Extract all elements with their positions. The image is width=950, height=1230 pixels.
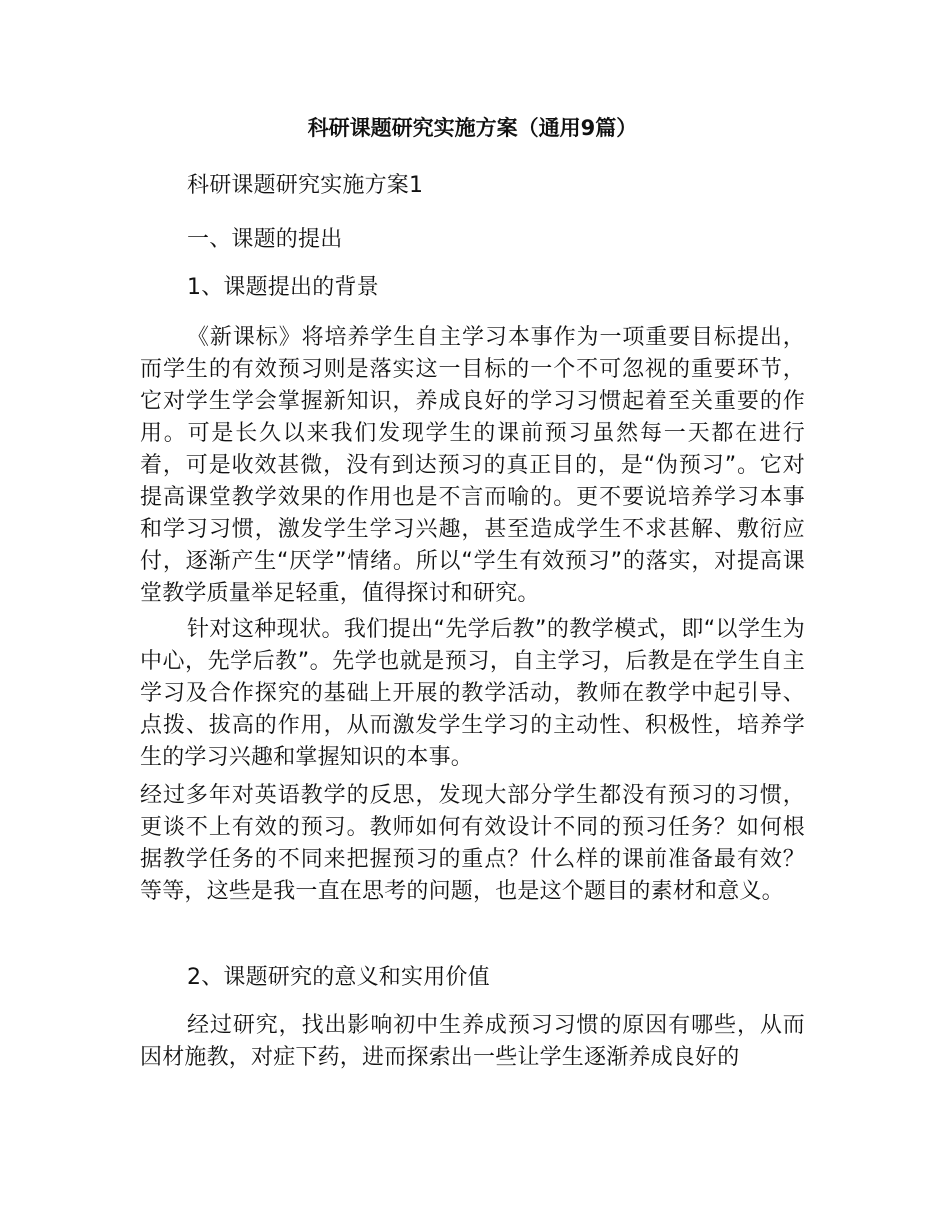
paragraph-current-situation: 针对这种现状。我们提出“先学后教”的教学模式，即“以学生为中心，先学后教”。先学也就是预习，自主学习，后教是在学生自主学习及合作探究的基础上开展的教学活动，教师在教学中起引导、点拨、拔高的作用，从而激发学生学习的主动性、积极性，培养学生的学习兴趣和掌握知识的本事。: [140, 617, 805, 770]
document-title: 科研课题研究实施方案（通用9篇）: [307, 116, 638, 140]
paragraph-background: 《新课标》将培养学生自主学习本事作为一项重要目标提出，而学生的有效预习则是落实这一目标的一个不可忽视的重要环节，它对学生学会掌握新知识，养成良好的学习习惯起着至关重要的作用。可是长久以来我们发现学生的课前预习虽然每一天都在进行着，可是收效甚微，没有到达预习的真正目的，是“伪预习”。它对提高课堂教学效果的作用也是不言而喻的。更不要说培养学习本事和学习习惯，激发学生学习兴趣，甚至造成学生不求甚解、敷衍应付，逐渐产生“厌学”情绪。所以“学生有效预习”的落实，对提高课堂教学质量举足轻重，值得探讨和研究。: [140, 325, 805, 606]
subsection-heading-2: 2、课题研究的意义和实用价值: [187, 965, 490, 990]
subsection-heading-1: 1、课题提出的背景: [187, 275, 379, 300]
section-heading-1: 一、课题的提出: [187, 227, 343, 252]
subtitle: 科研课题研究实施方案1: [187, 173, 424, 198]
paragraph-reflection: 经过多年对英语教学的反思，发现大部分学生都没有预习的习惯，更谈不上有效的预习。教师如何有效设计不同的预习任务？如何根据教学任务的不同来把握预习的重点？什么样的课前准备最有效？等等，这些是我一直在思考的问题，也是这个题目的素材和意义。: [140, 783, 805, 904]
paragraph-significance: 经过研究，找出影响初中生养成预习习惯的原因有哪些，从而因材施教，对症下药，进而探索出一些让学生逐渐养成良好的: [140, 1013, 805, 1070]
